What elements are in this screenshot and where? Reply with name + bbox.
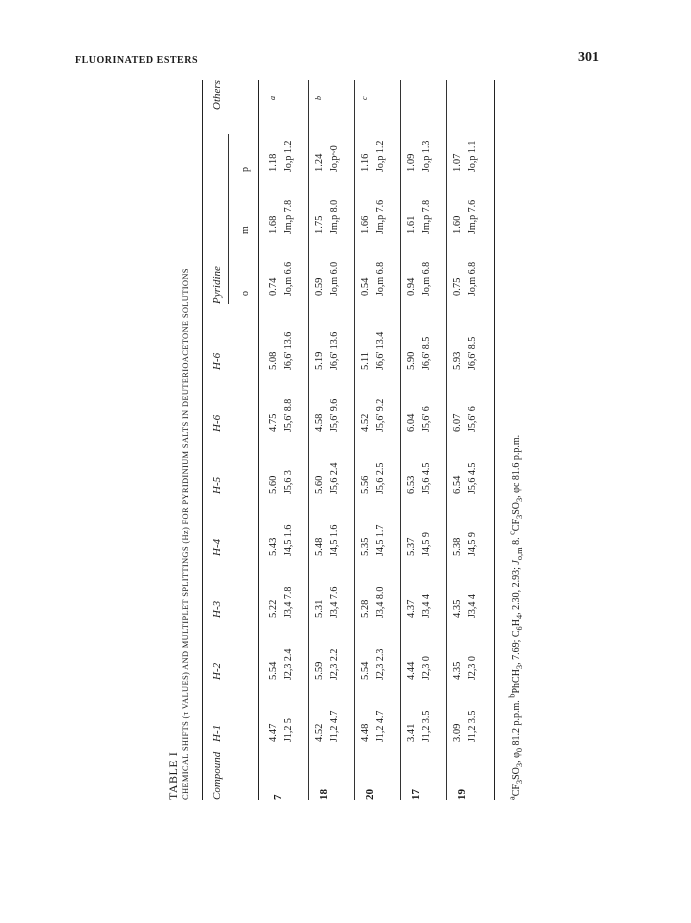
cell-h6 [406, 406, 436, 432]
cell-h6 [360, 399, 390, 432]
header-others: Others [211, 80, 223, 110]
coupling-value: Jo,p 1.2 [283, 140, 294, 172]
table-row [406, 80, 448, 800]
header-h3: H-3 [211, 600, 223, 618]
cell-p [314, 145, 344, 172]
cell-m [360, 200, 390, 234]
cell-m [314, 200, 344, 234]
cell-h2 [268, 649, 298, 680]
cell-h3 [360, 587, 390, 618]
header-h6: H-6 [211, 414, 223, 432]
coupling-value: J2,3 2.3 [375, 648, 386, 680]
coupling-value: J2,3 0 [467, 656, 478, 680]
cell-h5 [268, 470, 298, 494]
header-h5: H-5 [211, 476, 223, 494]
cell-o [314, 262, 344, 296]
table-row [314, 80, 356, 800]
shift-value: 5.37 [406, 537, 417, 556]
footnote-marker: c [360, 96, 369, 100]
coupling-value: J5,6' 9.2 [375, 398, 386, 432]
shift-value: 5.93 [452, 351, 463, 370]
top-rule [202, 80, 203, 800]
shift-value: 4.75 [268, 413, 279, 432]
coupling-value: J6,6' 13.4 [375, 331, 386, 370]
coupling-value: Jo,m 6.0 [329, 261, 340, 296]
coupling-value: J4,5 1.7 [375, 524, 386, 556]
cell-h3 [314, 587, 344, 618]
footnote-b: $^b$PhCH$_3$, 7.69; $C_6H_4$, 2.30, 2.93; $J_{o,m}$ 8. [508, 537, 525, 698]
table-row [360, 80, 402, 800]
shift-value: 1.16 [360, 153, 371, 172]
cell-p [452, 141, 482, 172]
shift-value: 1.18 [268, 153, 279, 172]
shift-value: 3.09 [452, 723, 463, 742]
cell-h3 [406, 594, 436, 618]
footnote-a: $^aCF_3SO_3$, $\varphi_0$ 81.2 p.p.m. [508, 700, 525, 800]
header-h1: H-1 [211, 724, 223, 742]
table-caption: CHEMICAL SHIFTS (τ VALUES) AND MULTIPLET SPLITTINGS (Hz) FOR PYRIDINIUM SALTS IN DEUTERIOACETONE SOLUTIONS [180, 268, 190, 800]
coupling-value: J1,2 3.5 [467, 710, 478, 742]
cell-h2 [406, 656, 436, 680]
shift-value: 1.24 [314, 153, 325, 172]
coupling-value: Jo,p 1.1 [467, 140, 478, 172]
shift-value: 5.60 [314, 475, 325, 494]
cell-o [360, 262, 390, 296]
cell-h6 [452, 406, 482, 432]
coupling-value: J3,4 8.0 [375, 586, 386, 618]
shift-value: 0.54 [360, 277, 371, 296]
shift-value: 6.04 [406, 413, 417, 432]
table-footnote [508, 435, 524, 800]
cell-h5 [452, 463, 482, 494]
cell-h4 [360, 525, 390, 556]
coupling-value: J6,6' 13.6 [329, 331, 340, 370]
shift-value: 5.31 [314, 599, 325, 618]
coupling-value: J1,2 5 [283, 718, 294, 742]
coupling-value: J5,6' 6 [467, 406, 478, 432]
shift-value: 4.47 [268, 723, 279, 742]
coupling-value: J6,6' 8.5 [467, 336, 478, 370]
coupling-value: J2,3 2.2 [329, 648, 340, 680]
cell-p [406, 141, 436, 172]
coupling-value: J4,5 1.6 [283, 524, 294, 556]
cell-m [452, 200, 482, 234]
coupling-value: J5,6 4.5 [421, 462, 432, 494]
cell-h6 [314, 399, 344, 432]
shift-value: 5.08 [268, 351, 279, 370]
row-rule [354, 80, 355, 800]
shift-value: 5.28 [360, 599, 371, 618]
shift-value: 5.38 [452, 537, 463, 556]
coupling-value: Jo,p~0 [329, 145, 340, 172]
shift-value: 0.75 [452, 277, 463, 296]
coupling-value: J1,2 4.7 [375, 710, 386, 742]
compound-number: 18 [318, 789, 330, 800]
cell-h4 [314, 525, 344, 556]
cell-h5 [314, 463, 344, 494]
cell-h2 [360, 649, 390, 680]
compound-number: 20 [364, 789, 376, 800]
shift-value: 0.59 [314, 277, 325, 296]
cell-h1 [268, 718, 298, 742]
shift-value: 4.44 [406, 661, 417, 680]
table-title: TABLE I [166, 751, 180, 800]
shift-value: 4.37 [406, 599, 417, 618]
coupling-value: Jm,p 7.8 [421, 199, 432, 234]
coupling-value: Jo,m 6.8 [421, 261, 432, 296]
cell-h5 [360, 463, 390, 494]
header-meta: m [240, 226, 251, 234]
cell-h6 [268, 399, 298, 432]
coupling-value: J3,4 7.8 [283, 586, 294, 618]
coupling-value: J4,5 9 [421, 532, 432, 556]
header-rule [258, 80, 259, 800]
shift-value: 1.68 [268, 215, 279, 234]
coupling-value: J4,5 9 [467, 532, 478, 556]
running-head: FLUORINATED ESTERS [75, 55, 199, 66]
shift-value: 5.35 [360, 537, 371, 556]
cell-h4 [452, 532, 482, 556]
cell-h1 [406, 711, 436, 742]
header-ortho: o [240, 291, 251, 296]
shift-value: 4.48 [360, 723, 371, 742]
compound-number: 7 [272, 794, 284, 800]
coupling-value: J1,2 3.5 [421, 710, 432, 742]
cell-h6p [314, 332, 344, 370]
shift-value: 5.90 [406, 351, 417, 370]
coupling-value: Jo,p 1.2 [375, 140, 386, 172]
cell-h4 [406, 532, 436, 556]
coupling-value: J3,4 4 [421, 594, 432, 618]
cell-p [268, 141, 298, 172]
page-number: 301 [578, 50, 599, 65]
coupling-value: J5,6 2.5 [375, 462, 386, 494]
row-rule [400, 80, 401, 800]
coupling-value: J4,5 1.6 [329, 524, 340, 556]
cell-m [406, 200, 436, 234]
footnote-marker: a [268, 96, 277, 100]
header-pyridine: Pyridine [211, 266, 223, 304]
cell-h6p [268, 332, 298, 370]
coupling-value: J5,6 3 [283, 470, 294, 494]
coupling-value: Jo,m 6.6 [283, 261, 294, 296]
shift-value: 6.53 [406, 475, 417, 494]
bottom-rule [494, 80, 495, 800]
shift-value: 5.54 [268, 661, 279, 680]
coupling-value: J5,6' 8.8 [283, 398, 294, 432]
table-row [452, 80, 494, 800]
table-row [268, 80, 310, 800]
cell-h6p [360, 332, 390, 370]
coupling-value: J5,6' 6 [421, 406, 432, 432]
header-h2: H-2 [211, 662, 223, 680]
coupling-value: J6,6' 8.5 [421, 336, 432, 370]
shift-value: 1.07 [452, 153, 463, 172]
shift-value: 5.22 [268, 599, 279, 618]
cell-h3 [268, 587, 298, 618]
coupling-value: Jm,p 7.6 [467, 199, 478, 234]
compound-number: 17 [410, 789, 422, 800]
shift-value: 5.48 [314, 537, 325, 556]
coupling-value: J5,6' 9.6 [329, 398, 340, 432]
shift-value: 1.09 [406, 153, 417, 172]
coupling-value: Jm,p 7.6 [375, 199, 386, 234]
cell-h1 [360, 711, 390, 742]
cell-o [452, 262, 482, 296]
coupling-value: Jm,p 7.8 [283, 199, 294, 234]
cell-h1 [452, 711, 482, 742]
cell-o [268, 262, 298, 296]
shift-value: 1.60 [452, 215, 463, 234]
shift-value: 5.60 [268, 475, 279, 494]
header-h6-prime: H-6 [211, 352, 223, 370]
shift-value: 0.74 [268, 277, 279, 296]
coupling-value: J3,4 7.6 [329, 586, 340, 618]
rotated-table [166, 50, 606, 800]
shift-value: 5.56 [360, 475, 371, 494]
cell-h2 [452, 656, 482, 680]
coupling-value: J5,6 2.4 [329, 462, 340, 494]
cell-h1 [314, 711, 344, 742]
coupling-value: J3,4 4 [467, 594, 478, 618]
row-rule [446, 80, 447, 800]
cell-h5 [406, 463, 436, 494]
coupling-value: J6,6' 13.6 [283, 331, 294, 370]
shift-value: 4.35 [452, 661, 463, 680]
coupling-value: J1,2 4.7 [329, 710, 340, 742]
coupling-value: J5,6 4.5 [467, 462, 478, 494]
cell-o [406, 262, 436, 296]
compound-number: 19 [456, 789, 468, 800]
shift-value: 1.61 [406, 215, 417, 234]
shift-value: 5.43 [268, 537, 279, 556]
cell-h2 [314, 649, 344, 680]
shift-value: 6.07 [452, 413, 463, 432]
shift-value: 1.66 [360, 215, 371, 234]
shift-value: 4.52 [360, 413, 371, 432]
shift-value: 0.94 [406, 277, 417, 296]
shift-value: 6.54 [452, 475, 463, 494]
header-para: p [240, 167, 251, 172]
shift-value: 4.58 [314, 413, 325, 432]
row-rule [308, 80, 309, 800]
cell-p [360, 141, 390, 172]
coupling-value: Jo,p 1.3 [421, 140, 432, 172]
header-h4: H-4 [211, 538, 223, 556]
shift-value: 4.52 [314, 723, 325, 742]
coupling-value: J2,3 2.4 [283, 648, 294, 680]
cell-h3 [452, 594, 482, 618]
coupling-value: J2,3 0 [421, 656, 432, 680]
coupling-value: Jo,m 6.8 [375, 261, 386, 296]
shift-value: 5.11 [360, 352, 371, 370]
coupling-value: Jm,p 8.0 [329, 199, 340, 234]
cell-h6p [406, 337, 436, 370]
shift-value: 3.41 [406, 723, 417, 742]
footnote-c: $^cCF_3SO_3$, φc 81.6 p.p.m. [508, 434, 525, 535]
footnote-marker: b [314, 96, 323, 100]
header-compound: Compound [211, 751, 223, 800]
shift-value: 5.54 [360, 661, 371, 680]
shift-value: 4.35 [452, 599, 463, 618]
shift-value: 1.75 [314, 215, 325, 234]
shift-value: 5.59 [314, 661, 325, 680]
cell-m [268, 200, 298, 234]
shift-value: 5.19 [314, 351, 325, 370]
pyridine-rule [228, 134, 229, 304]
cell-h6p [452, 337, 482, 370]
cell-h4 [268, 525, 298, 556]
coupling-value: Jo,m 6.8 [467, 261, 478, 296]
